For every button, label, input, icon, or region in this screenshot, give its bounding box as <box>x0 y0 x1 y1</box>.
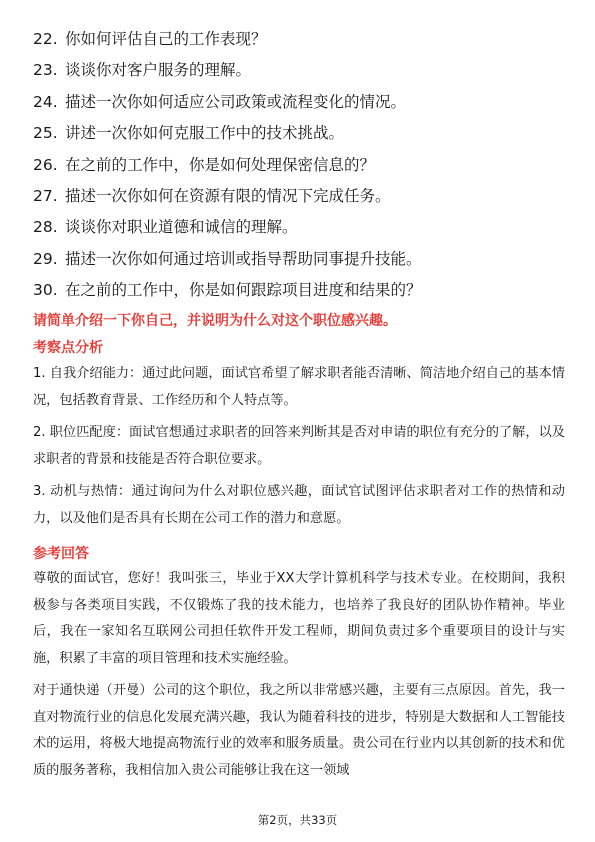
question-number: 24. <box>33 92 58 111</box>
question-text: 讲述一次你如何克服工作中的技术挑战。 <box>65 124 345 143</box>
question-text: 在之前的工作中，你是如何跟踪项目进度和结果的？ <box>65 281 422 300</box>
question-item <box>33 276 573 307</box>
question-text: 谈谈你对客户服务的理解。 <box>65 61 252 80</box>
analysis-point-1: 1. 自我介绍能力：通过此问题，面试官希望了解求职者能否清晰、简洁地介绍自己的基本情况，包括教育背景、工作经历和个人特点等。 <box>33 366 565 408</box>
question-number: 26. <box>33 155 58 174</box>
question-text: 描述一次你如何通过培训或指导帮助同事提升技能。 <box>65 249 422 268</box>
question-text: 描述一次你如何在资源有限的情况下完成任务。 <box>65 186 391 205</box>
interview-question-heading: 请简单介绍一下你自己，并说明为什么对这个职位感兴趣。 <box>33 313 397 329</box>
question-number: 27. <box>33 186 58 205</box>
question-number: 23. <box>33 61 58 80</box>
answer-paragraph-1: 尊敬的面试官，您好！我叫张三，毕业于XX大学计算机科学与技术专业。在校期间，我积极参与各类项目实践，不仅锻炼了我的技术能力，也培养了我良好的团队协作精神。毕业后，我在一家知名互联网公司担任软件开发工程师，期间负责过多个重要项目的设计与实施，积累了丰富的项目管理和技术实施经验。 <box>33 571 565 666</box>
question-item <box>33 88 573 119</box>
question-text: 描述一次你如何适应公司政策或流程变化的情况。 <box>65 92 407 111</box>
analysis-point-2: 2. 职位匹配度：面试官想通过求职者的回答来判断其是否对申请的职位有充分的了解，以及求职者的背景和技能是否符合职位要求。 <box>33 425 565 467</box>
analysis-heading: 考察点分析 <box>33 340 103 356</box>
question-item <box>33 151 573 182</box>
question-item <box>33 245 573 276</box>
question-number: 30. <box>33 281 58 300</box>
question-text: 谈谈你对职业道德和诚信的理解。 <box>65 218 298 237</box>
question-text: 你如何评估自己的工作表现？ <box>65 30 267 48</box>
question-text: 在之前的工作中，你是如何处理保密信息的？ <box>65 155 376 174</box>
question-item <box>33 213 573 244</box>
question-number: 22. <box>33 30 58 48</box>
question-number: 29. <box>33 249 58 268</box>
question-number: 25. <box>33 124 58 143</box>
question-item <box>33 182 573 213</box>
question-item <box>33 119 573 150</box>
question-list <box>33 25 573 308</box>
reference-answer-heading: 参考回答 <box>33 546 89 562</box>
answer-paragraph-2: 对于通快递（开曼）公司的这个职位，我之所以非常感兴趣，主要有三点原因。首先，我一直对物流行业的信息化发展充满兴趣，我认为随着科技的进步，特别是大数据和人工智能技术的运用，将极大地提高物流行业的效率和服务质量。贵公司在行业内以其创新的技术和优质的服务著称，我相信加入贵公司能够让我在这一领域 <box>33 683 565 778</box>
page-number-footer: 第2页，共33页 <box>257 813 338 827</box>
question-number: 28. <box>33 218 58 237</box>
analysis-point-3: 3. 动机与热情：通过询问为什么对职位感兴趣，面试官试图评估求职者对工作的热情和动力，以及他们是否具有长期在公司工作的潜力和意愿。 <box>33 484 565 526</box>
question-item <box>33 25 573 56</box>
question-item <box>33 56 573 87</box>
